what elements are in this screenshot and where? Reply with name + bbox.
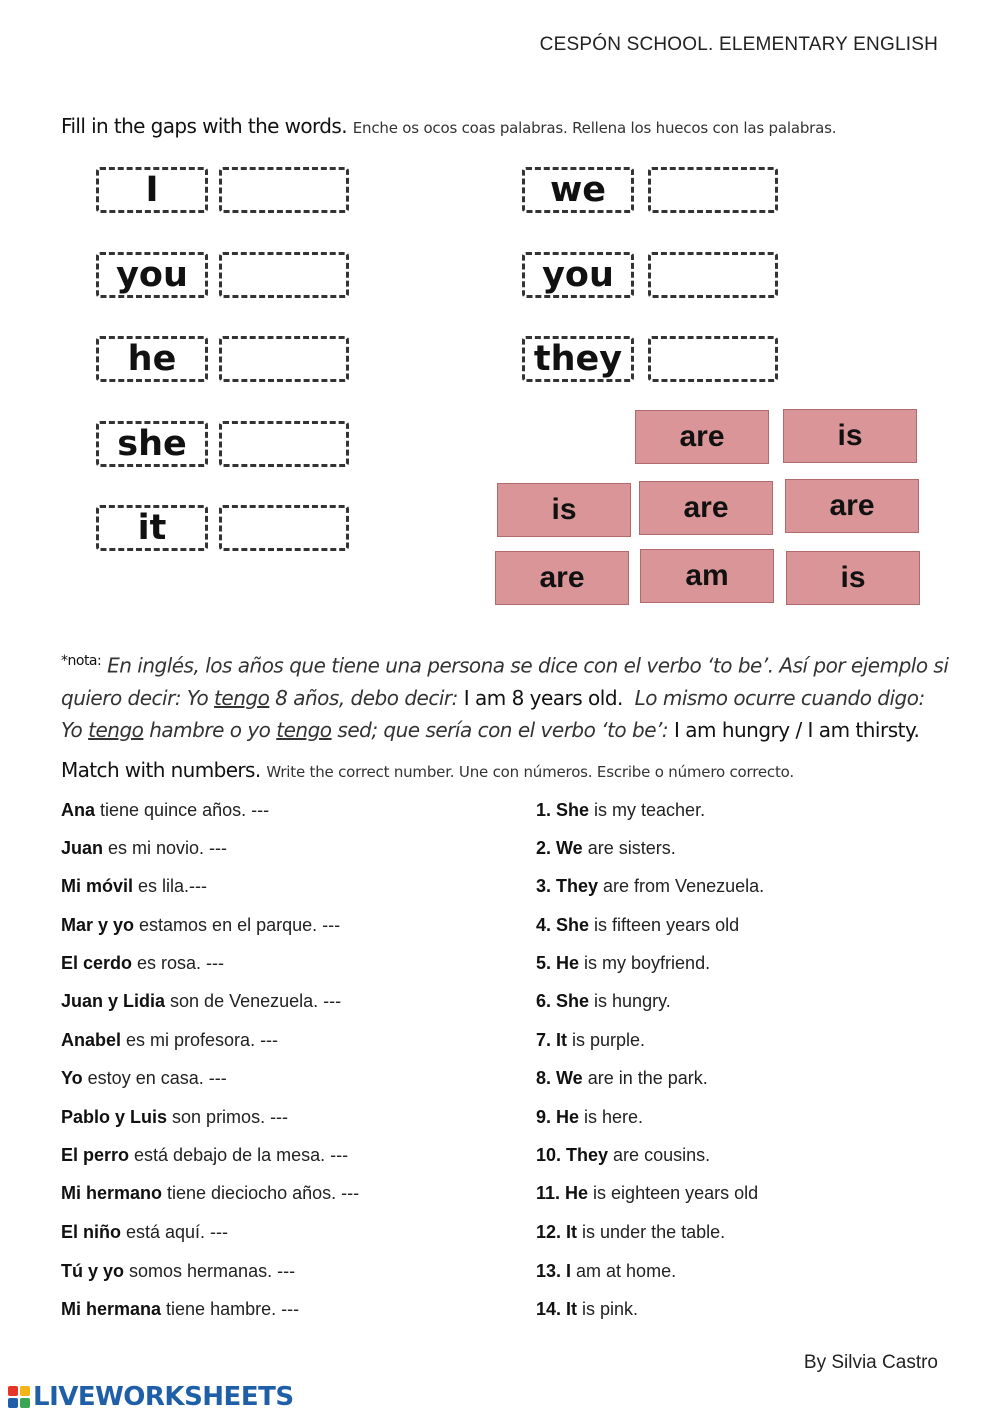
note-text-3: Lo mismo ocurre cuando digo: Yo <box>61 685 925 742</box>
note-text-5: sed; que sería con el verbo ‘to be’: <box>337 717 669 742</box>
verb-chip[interactable]: are <box>785 479 919 533</box>
note-label: *nota: <box>61 653 102 669</box>
verb-chip[interactable]: are <box>635 410 769 464</box>
fill-subtitle: Enche os ocos coas palabras. Rellena los huecos con las palabras. <box>352 119 837 137</box>
pronoun-box-you-plural: you <box>522 252 634 298</box>
author-credit: By Silvia Castro <box>803 1352 938 1373</box>
logo-square <box>20 1386 30 1396</box>
match-left-item: Juan es mi novio. --- <box>61 838 228 858</box>
note-word-tengo-1: tengo <box>214 685 270 710</box>
match-right-item: 5. He is my boyfriend. <box>536 953 711 973</box>
gap-field-you-plural[interactable] <box>648 252 778 298</box>
match-left-item: Pablo y Luis son primos. --- <box>61 1107 289 1127</box>
match-left-item: Mi hermano tiene dieciocho años. --- <box>61 1183 360 1203</box>
gap-field-it[interactable] <box>219 505 349 551</box>
match-right-item: 10. They are cousins. <box>536 1145 711 1165</box>
verb-chip[interactable]: is <box>497 483 631 537</box>
match-right-item: 6. She is hungry. <box>536 991 671 1011</box>
match-right-item: 4. She is fifteen years old <box>536 915 740 935</box>
match-left-item: El cerdo es rosa. --- <box>61 953 225 973</box>
gap-field-you[interactable] <box>219 252 349 298</box>
liveworksheets-logo[interactable] <box>8 1382 294 1412</box>
match-right-item: 7. It is purple. <box>536 1030 646 1050</box>
pronoun-box-it: it <box>96 505 208 551</box>
fill-title: Fill in the gaps with the words. <box>61 114 347 138</box>
note-word-tengo-3: tengo <box>276 717 332 742</box>
pronoun-box-she: she <box>96 421 208 467</box>
pronoun-box-they: they <box>522 336 634 382</box>
match-right-item: 9. He is here. <box>536 1107 644 1127</box>
match-right-item: 14. It is pink. <box>536 1299 639 1319</box>
match-left-item: Mi móvil es lila.--- <box>61 876 208 896</box>
match-left-item: El perro está debajo de la mesa. --- <box>61 1145 349 1165</box>
verb-chip[interactable]: are <box>495 551 629 605</box>
note-text-4: hambre o yo <box>149 717 271 742</box>
verb-chip[interactable]: are <box>639 481 773 535</box>
match-left-item: Yo estoy en casa. --- <box>61 1068 227 1088</box>
fill-instructions <box>61 114 836 138</box>
note-text-1: En inglés, los años que tiene una persona se dice con el verbo ‘to be’. Así por ejemplo si quiero decir: Yo <box>61 653 949 710</box>
match-left-item: Anabel es mi profesora. --- <box>61 1030 279 1050</box>
match-title: Match with numbers. <box>61 758 261 782</box>
logo-square <box>20 1398 30 1408</box>
match-right-item: 2. We are sisters. <box>536 838 676 858</box>
match-left-item: Juan y Lidia son de Venezuela. --- <box>61 991 342 1011</box>
note-example-1: I am 8 years old. <box>463 685 623 710</box>
logo-square <box>8 1398 18 1408</box>
pronoun-box-he: he <box>96 336 208 382</box>
gap-field-i[interactable] <box>219 167 349 213</box>
match-right-item: 3. They are from Venezuela. <box>536 876 765 896</box>
gap-field-we[interactable] <box>648 167 778 213</box>
note-word-tengo-2: tengo <box>88 717 144 742</box>
gap-field-she[interactable] <box>219 421 349 467</box>
match-subtitle: Write the correct number. Une con números. Escribe o número correcto. <box>266 763 794 781</box>
logo-square <box>8 1386 18 1396</box>
match-left-item: Tú y yo somos hermanas. --- <box>61 1261 296 1281</box>
liveworksheets-logo-text: LIVEWORKSHEETS <box>33 1382 294 1412</box>
match-left-item: Ana tiene quince años. --- <box>61 800 270 820</box>
note-text-2: 8 años, debo decir: <box>275 685 458 710</box>
verb-chip[interactable]: am <box>640 549 774 603</box>
grammar-note <box>61 645 951 746</box>
pronoun-box-we: we <box>522 167 634 213</box>
liveworksheets-logo-icon <box>8 1386 30 1408</box>
match-instructions <box>61 758 794 782</box>
match-right-item: 1. She is my teacher. <box>536 800 706 820</box>
match-right-item: 13. I am at home. <box>536 1261 677 1281</box>
school-header: CESPÓN SCHOOL. ELEMENTARY ENGLISH <box>539 34 938 55</box>
gap-field-he[interactable] <box>219 336 349 382</box>
match-right-item: 8. We are in the park. <box>536 1068 708 1088</box>
match-left-item: Mi hermana tiene hambre. --- <box>61 1299 300 1319</box>
pronoun-box-you: you <box>96 252 208 298</box>
match-left-item: El niño está aquí. --- <box>61 1222 229 1242</box>
match-right-item: 12. It is under the table. <box>536 1222 726 1242</box>
match-right-item: 11. He is eighteen years old <box>536 1183 759 1203</box>
match-left-item: Mar y yo estamos en el parque. --- <box>61 915 341 935</box>
pronoun-box-i: I <box>96 167 208 213</box>
verb-chip[interactable]: is <box>786 551 920 605</box>
note-example-2: I am hungry / I am thirsty. <box>673 717 920 742</box>
verb-chip[interactable]: is <box>783 409 917 463</box>
gap-field-they[interactable] <box>648 336 778 382</box>
